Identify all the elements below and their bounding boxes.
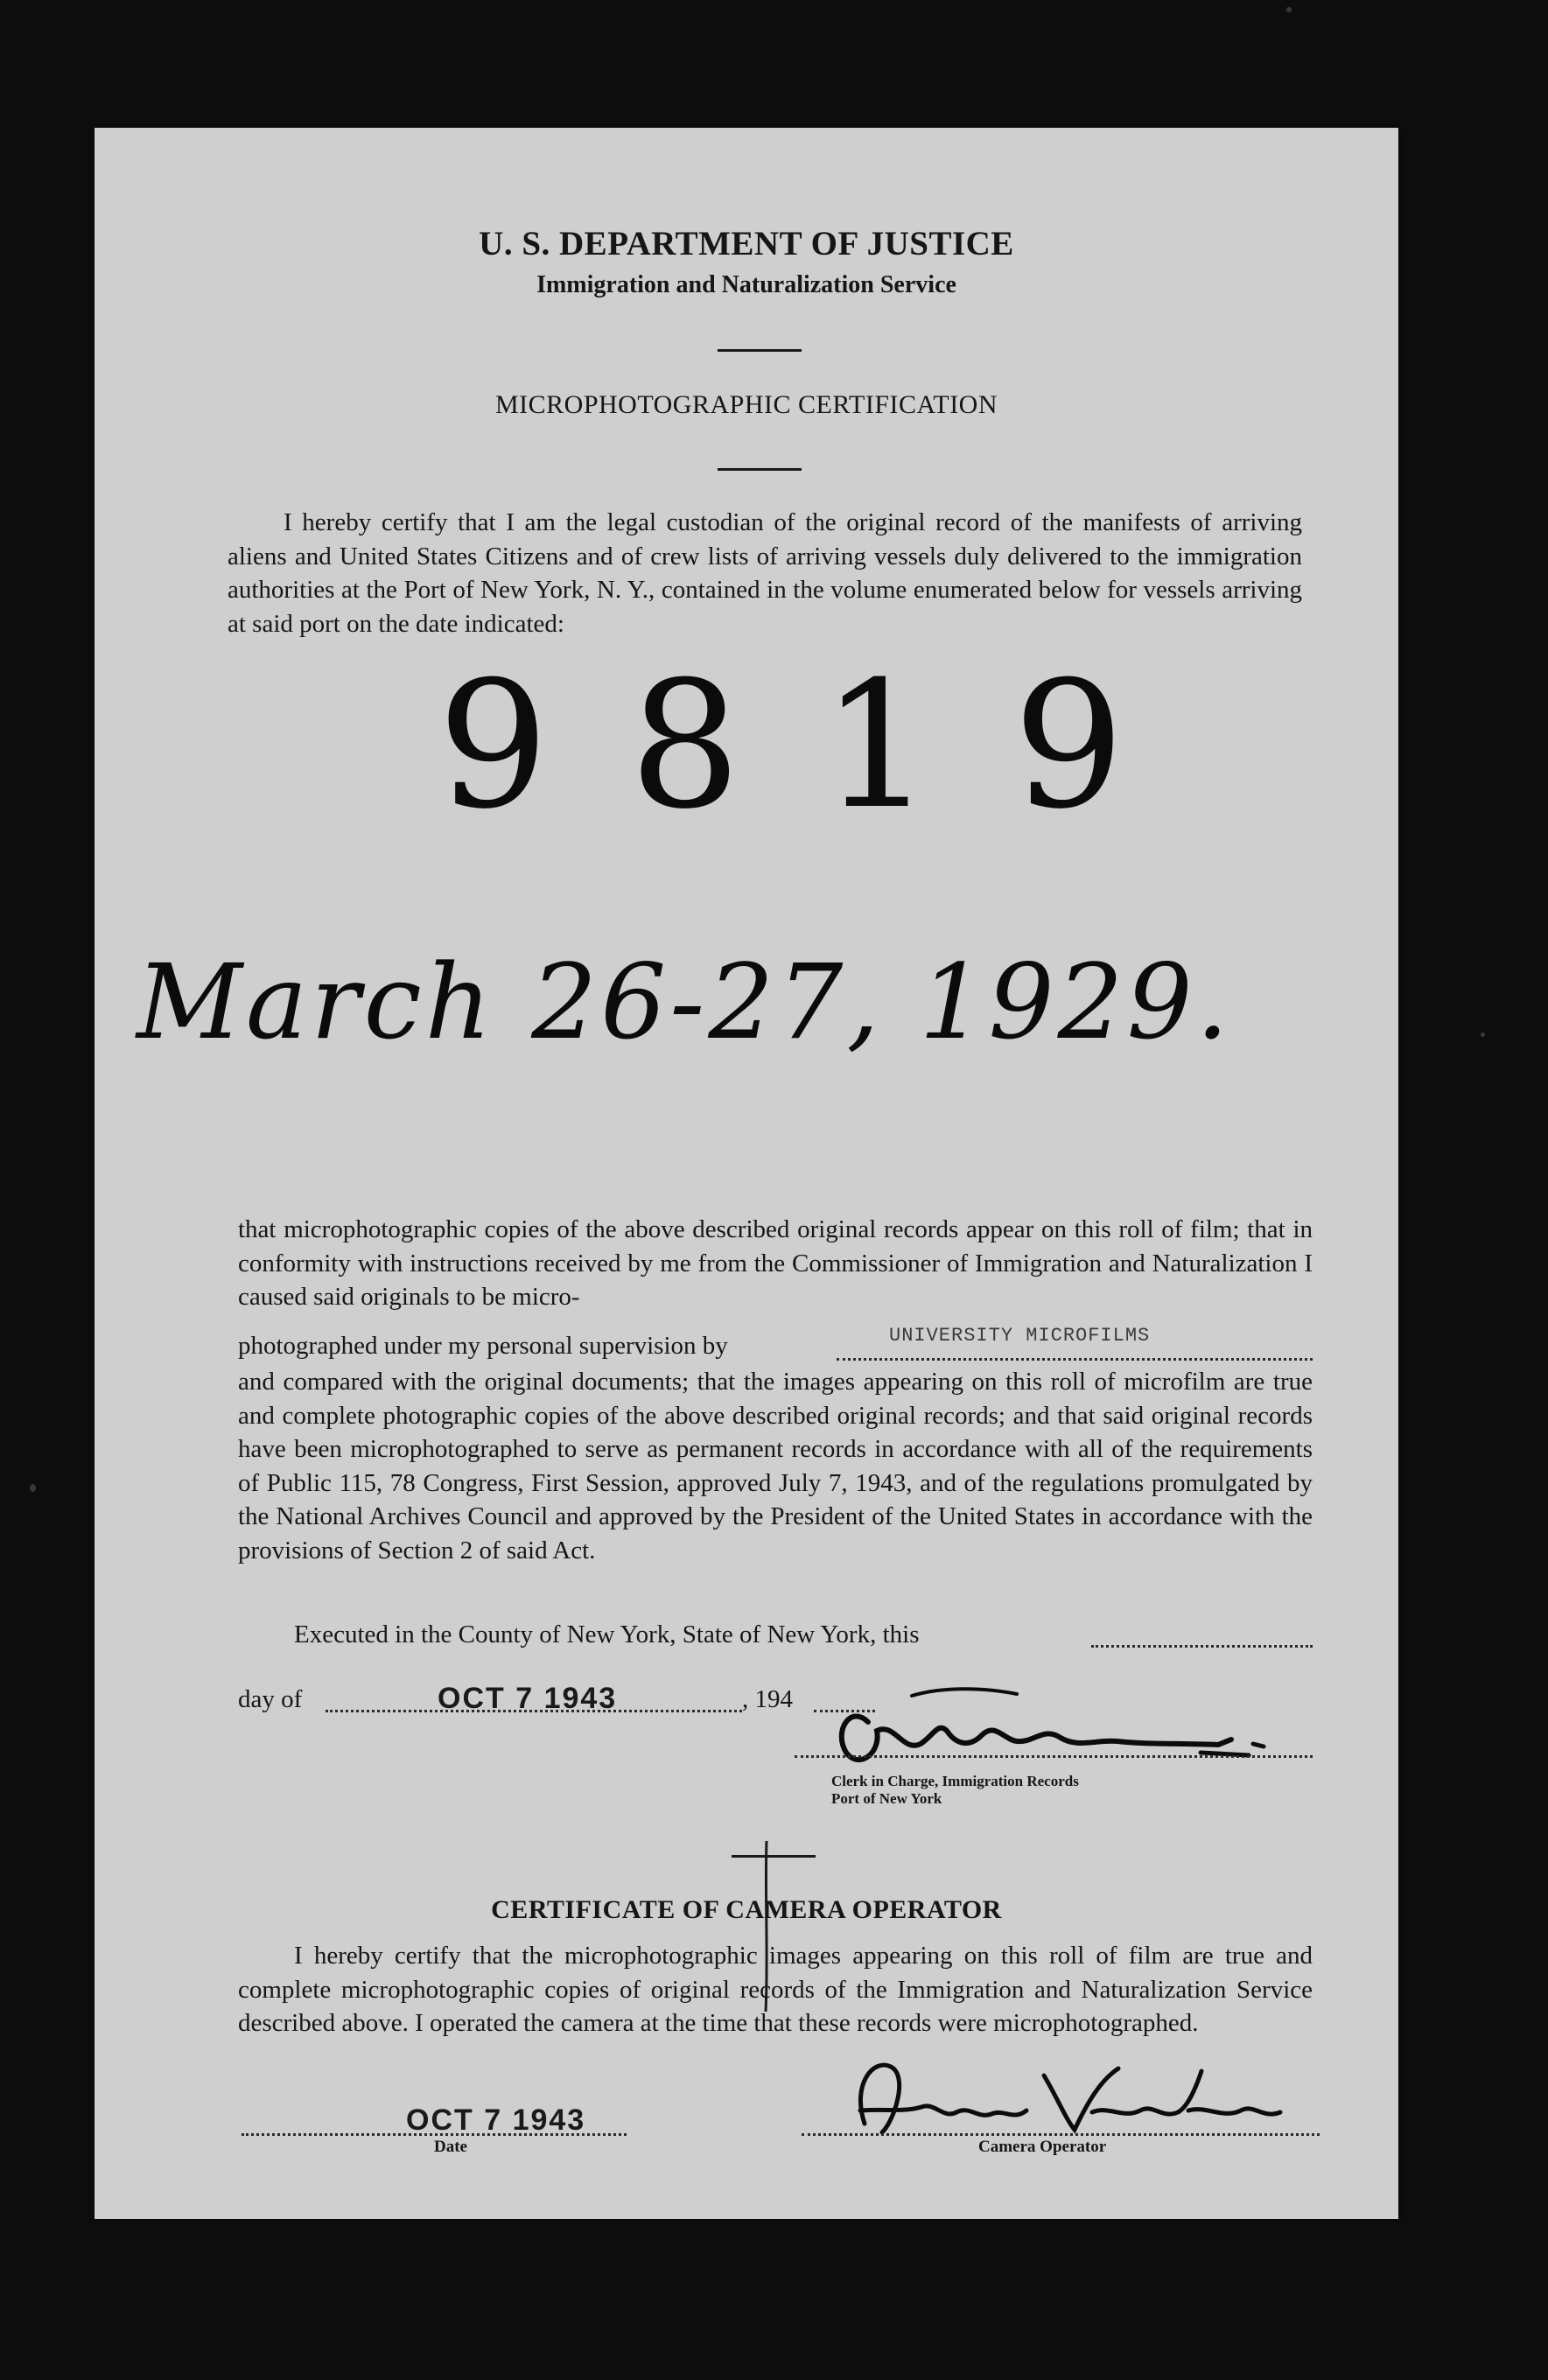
body-paragraph-part-2: and compared with the original documents; that the images appearing on this roll of microfilm are true and complete photographic copies of the above described original records; and that said original records have been microphotographed to serve as permanent records in accordance with all of the requirements of Public 115, 78 Congress, First Session, approved July 7, 1943, and of the regulations promulgated by the National Archives Council and approved by the President of the United States in accordance with the provisions of Section 2 of said Act. bbox=[238, 1368, 1313, 1564]
day-of-label: day of bbox=[238, 1685, 303, 1713]
body-paragraph-part-1: that microphotographic copies of the above described original records appear on this roll of film; that in conformity with instructions received by me from the Commissioner of Immigration and Naturalization I caused said originals to be micro- bbox=[238, 1215, 1313, 1311]
clerk-signature-line bbox=[795, 1755, 1313, 1758]
camera-date-stamp: OCT 7 1943 bbox=[406, 2104, 586, 2137]
date-range-handwritten: March 26-27, 1929. bbox=[137, 942, 1233, 1062]
day-of-date-stamp: OCT 7 1943 bbox=[438, 1682, 618, 1715]
clerk-title: Clerk in Charge, Immigration Records bbox=[831, 1773, 1079, 1789]
supervision-label: photographed under my personal supervision by bbox=[238, 1332, 728, 1360]
film-speck bbox=[1286, 7, 1292, 12]
supervision-dotted-line bbox=[837, 1358, 1313, 1361]
executed-statement: Executed in the County of New York, State of New York, this bbox=[294, 1620, 920, 1648]
department-heading: U. S. DEPARTMENT OF JUSTICE bbox=[479, 225, 1014, 262]
certification-title: MICROPHOTOGRAPHIC CERTIFICATION bbox=[494, 390, 998, 419]
year-suffix: , 194 bbox=[742, 1685, 793, 1713]
divider-rule bbox=[718, 468, 802, 471]
film-speck bbox=[1481, 1032, 1485, 1037]
camera-operator-signature-line bbox=[802, 2133, 1320, 2136]
clerk-port: Port of New York bbox=[831, 1790, 942, 1807]
university-microfilms-stamp: UNIVERSITY MICROFILMS bbox=[889, 1325, 1151, 1347]
date-label: Date bbox=[434, 2138, 467, 2156]
intro-paragraph: I hereby certify that I am the legal custodian of the original record of the manifests of arriving aliens and United States Citizens and of crew lists of arriving vessels duly delivered to the immigration authorities at the Port of New York, N. Y., contained in the volume enumerated below for vessels arriving at said port on the date indicated: bbox=[228, 508, 1302, 638]
clerk-signature bbox=[816, 1670, 1306, 1783]
divider-rule bbox=[718, 349, 802, 352]
camera-operator-statement: I hereby certify that the microphotographic images appearing on this roll of film are true and complete microphotographic copies of original records of the Immigration and Naturalization Service described above. I operated the camera at the time that these records were microphotographed. bbox=[238, 1942, 1313, 2037]
certificate-page bbox=[95, 128, 1398, 2219]
executed-dotted-line bbox=[1091, 1645, 1313, 1648]
camera-operator-certificate-title: CERTIFICATE OF CAMERA OPERATOR bbox=[491, 1895, 1002, 1924]
volume-number-handwritten: 9819 bbox=[438, 644, 1205, 848]
service-subheading: Immigration and Naturalization Service bbox=[536, 271, 956, 298]
camera-operator-signature bbox=[812, 2049, 1302, 2146]
camera-operator-label: Camera Operator bbox=[978, 2138, 1107, 2156]
film-speck bbox=[30, 1484, 36, 1492]
